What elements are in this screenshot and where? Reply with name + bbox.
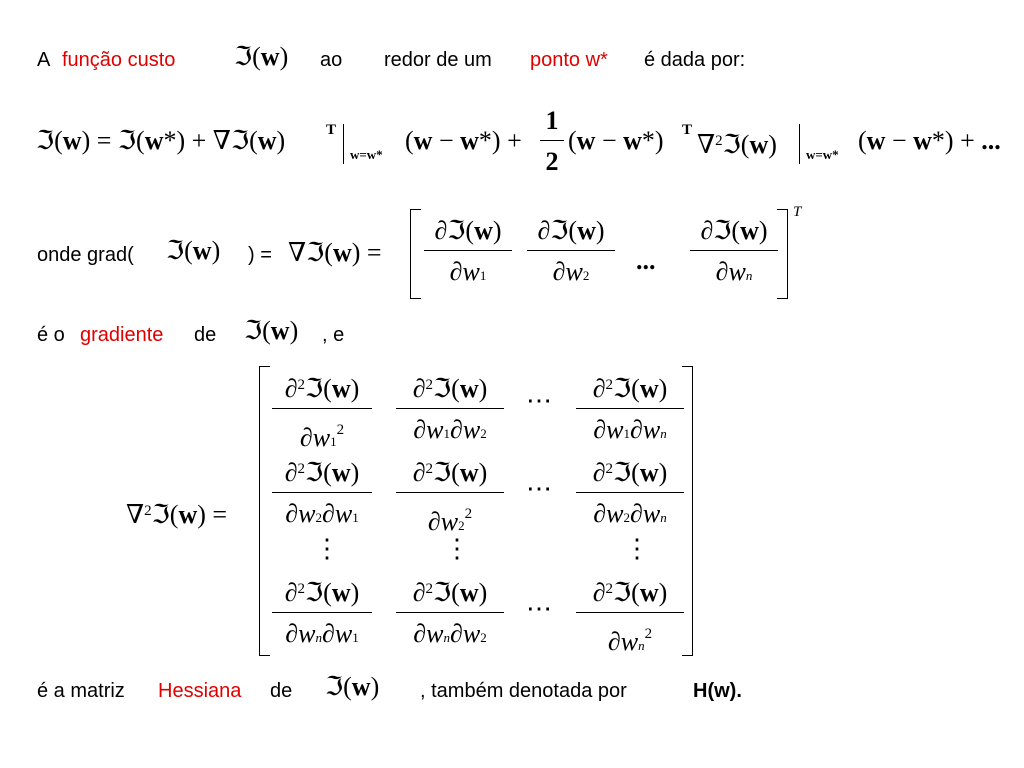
transpose-mark: T (326, 122, 337, 138)
eval-subscript: w=w* (350, 147, 383, 162)
line5-de: de (270, 680, 293, 702)
gradient-lhs: ∇ℑ(w) = (288, 238, 382, 267)
line5-matriz: é a matriz (37, 680, 125, 702)
hessian-entry-n-1: ∂$^2$ℑ(w) ∂wn∂w1 (272, 574, 372, 653)
gradient-ellipsis: ... (636, 246, 656, 275)
gradient-left-bracket (410, 209, 421, 299)
hessian-lhs: ∇$^2$ℑ(w) = (126, 500, 228, 529)
line5-hessiana: Hessiana (158, 680, 242, 702)
line1-a: A (37, 49, 51, 71)
line4-e-o: é o (37, 324, 65, 346)
hessian-entry-1-2: ∂$^2$ℑ(w) ∂w1∂w2 (396, 370, 504, 449)
hessian-entry-1-1: ∂$^2$ℑ(w) $\partial w1^2$ (272, 370, 372, 457)
hessian-coln-vdots: ⋮ (624, 534, 650, 563)
hessian-entry-1-n: ∂$^2$ℑ(w) ∂w1∂wn (576, 370, 684, 449)
hessian-entry-2-n: ∂$^2$ℑ(w) ∂w2∂wn (576, 454, 684, 533)
hessian-left-bracket (259, 366, 270, 656)
line5-hw: H(w). (693, 680, 742, 702)
hessian-col2-vdots: ⋮ (444, 534, 470, 563)
line3-close-eq: ) = (248, 244, 272, 266)
gradient-entry-1: ∂ℑ(w) ∂w1 (424, 216, 512, 291)
line3-onde: onde grad( (37, 244, 134, 266)
cost-function-symbol: ℑ(w) (234, 42, 289, 71)
transpose-mark-2: T (682, 122, 693, 138)
taylor-tail: (w − w*) + ... (858, 126, 1001, 155)
hessian-col1-vdots: ⋮ (314, 534, 340, 563)
line1-funcao-custo: função custo (62, 49, 176, 71)
gradient-transpose: T (793, 204, 802, 220)
line4-comma-e: , e (322, 324, 345, 346)
taylor-term1: (w − w*) + (405, 126, 522, 155)
one-half-fraction: 1 2 (540, 106, 564, 177)
hessian-entry-n-2: ∂$^2$ℑ(w) ∂wn∂w2 (396, 574, 504, 653)
hessian-entry-2-1: ∂$^2$ℑ(w) ∂w2∂w1 (272, 454, 372, 533)
hessian-row1-ellipsis: ⋯ (526, 386, 552, 415)
hessian-rown-ellipsis: ⋯ (526, 594, 552, 623)
line4-de: de (194, 324, 217, 346)
line1-redor: redor de um (384, 49, 492, 71)
hessian-of-symbol: ℑ(w) (325, 672, 380, 701)
line1-ponto: ponto w* (530, 49, 608, 71)
taylor-lhs: ℑ(w) = ℑ(w*) + ∇ℑ(w) (36, 126, 286, 155)
line1-ao: ao (320, 49, 343, 71)
line1-dada: é dada por: (644, 49, 746, 71)
gradient-right-bracket (777, 209, 788, 299)
line5-tambem: , também denotada por (420, 680, 627, 702)
grad-arg-symbol: ℑ(w) (166, 236, 221, 265)
taylor-term2: (w − w*) (568, 126, 664, 155)
gradient-entry-n: ∂ℑ(w) ∂wn (690, 216, 778, 291)
gradient-entry-2: ∂ℑ(w) ∂w2 (527, 216, 615, 291)
gradient-of-symbol: ℑ(w) (244, 316, 299, 345)
eval-subscript-2: w=w* (806, 147, 839, 162)
eval-bar (343, 124, 344, 164)
line4-gradiente: gradiente (80, 324, 164, 346)
eval-bar-2 (799, 124, 800, 164)
hessian-entry-n-n: ∂$^2$ℑ(w) $\partial wn^2$ (576, 574, 684, 661)
hessian-entry-2-2: ∂$^2$ℑ(w) $\partial w2^2$ (396, 454, 504, 541)
taylor-hessian: ∇$^2$ℑ(w) (697, 130, 777, 159)
hessian-row2-ellipsis: ⋯ (526, 474, 552, 503)
